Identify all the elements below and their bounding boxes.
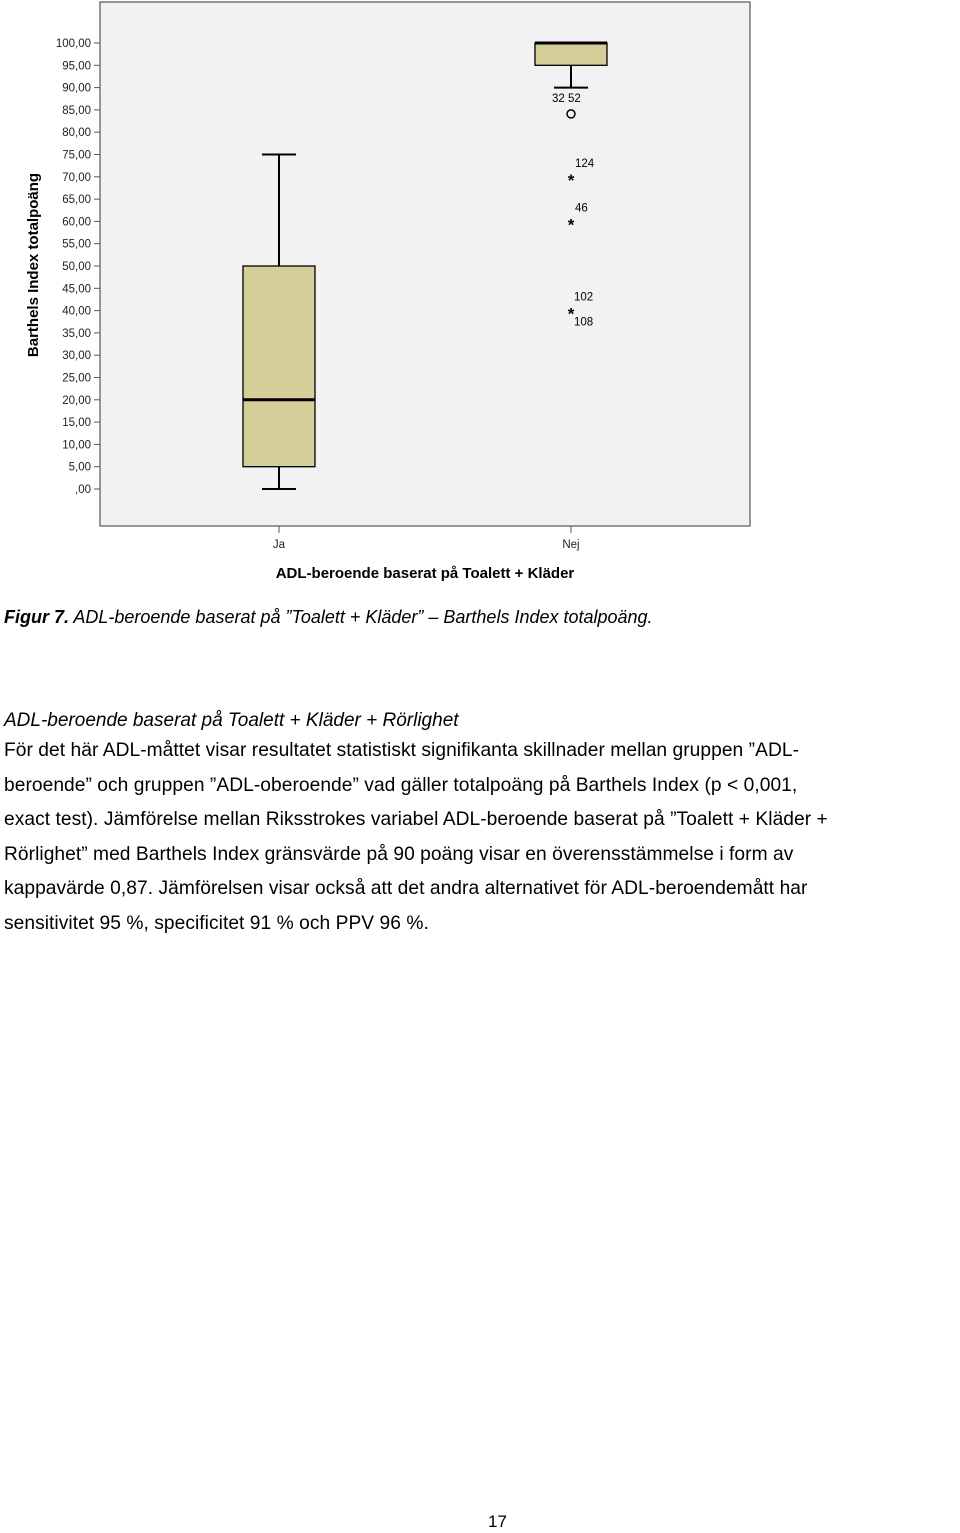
paragraph-line: sensitivitet 95 %, specificitet 91 % och PPV 96 %. — [4, 912, 429, 934]
y-tick-label: 10,00 — [62, 439, 91, 452]
body-paragraph — [4, 734, 959, 941]
y-tick-label: 5,00 — [68, 461, 91, 474]
y-axis-title: Barthels Index totalpoäng — [25, 172, 42, 358]
paragraph-line: kappavärde 0,87. Jämförelsen visar också att det andra alternativet för ADL-beroendemått har — [4, 878, 808, 899]
paragraph-line: exact test). Jämförelse mellan Riksstrokes variabel ADL-beroende baserat på ”Toalett + Kläder + — [4, 809, 828, 830]
box-nej — [535, 43, 607, 65]
y-tick-label: 75,00 — [62, 149, 91, 162]
section-heading: ADL-beroende baserat på Toalett + Kläder + Rörlighet — [4, 710, 459, 731]
y-tick-label: ,00 — [75, 484, 91, 496]
y-tick-label: 25,00 — [62, 372, 91, 385]
outlier-label: 32 52 — [552, 92, 581, 105]
box-ja — [243, 266, 315, 467]
y-tick-label: 90,00 — [62, 82, 91, 95]
plot-area — [100, 2, 750, 526]
y-tick-label: 60,00 — [62, 216, 91, 229]
x-axis-title: ADL-beroende baserat på Toalett + Kläder — [275, 565, 575, 582]
results-section — [4, 708, 959, 941]
y-axis — [56, 38, 100, 496]
y-tick-label: 30,00 — [62, 350, 91, 363]
figure-caption-text: ADL-beroende baserat på ”Toalett + Kläder” – Barthels Index totalpoäng. — [69, 607, 653, 627]
y-tick-label: 85,00 — [62, 104, 91, 117]
paragraph-line: Rörlighet” med Barthels Index gränsvärde på 90 poäng visar en överensstämmelse i form av — [4, 843, 794, 865]
page-number: 17 — [488, 1512, 507, 1531]
y-tick-label: 80,00 — [62, 127, 91, 140]
outlier-star: * — [567, 215, 575, 235]
figure-label: Figur 7. — [4, 607, 70, 627]
x-tick-label: Ja — [272, 539, 286, 551]
x-axis — [273, 526, 580, 551]
x-tick-label: Nej — [562, 539, 580, 551]
y-tick-label: 35,00 — [62, 327, 91, 340]
y-tick-label: 45,00 — [62, 283, 91, 296]
outlier-label: 108 — [574, 316, 594, 329]
outlier-label: 46 — [575, 202, 588, 215]
paragraph-line: beroende” och gruppen ”ADL-oberoende” vad gäller totalpoäng på Barthels Index (p < 0,001, — [4, 774, 798, 796]
y-tick-label: 55,00 — [62, 238, 91, 251]
y-tick-label: 100,00 — [55, 38, 91, 50]
y-tick-label: 95,00 — [62, 60, 91, 73]
outlier-star: * — [567, 170, 575, 190]
boxplot-chart — [0, 0, 960, 600]
y-tick-label: 20,00 — [62, 394, 91, 407]
paragraph-line: För det här ADL-måttet visar resultatet statistiskt signifikanta skillnader mellan gruppen ”ADL- — [4, 740, 800, 761]
outlier-label: 124 — [575, 157, 595, 170]
y-tick-label: 40,00 — [62, 305, 91, 318]
y-tick-label: 70,00 — [62, 171, 91, 184]
outlier-label: 102 — [574, 291, 594, 304]
figure-caption — [4, 607, 653, 628]
y-tick-label: 50,00 — [62, 261, 91, 273]
outlier-star: * — [567, 304, 575, 324]
y-tick-label: 65,00 — [62, 194, 91, 207]
y-tick-label: 15,00 — [62, 417, 91, 430]
